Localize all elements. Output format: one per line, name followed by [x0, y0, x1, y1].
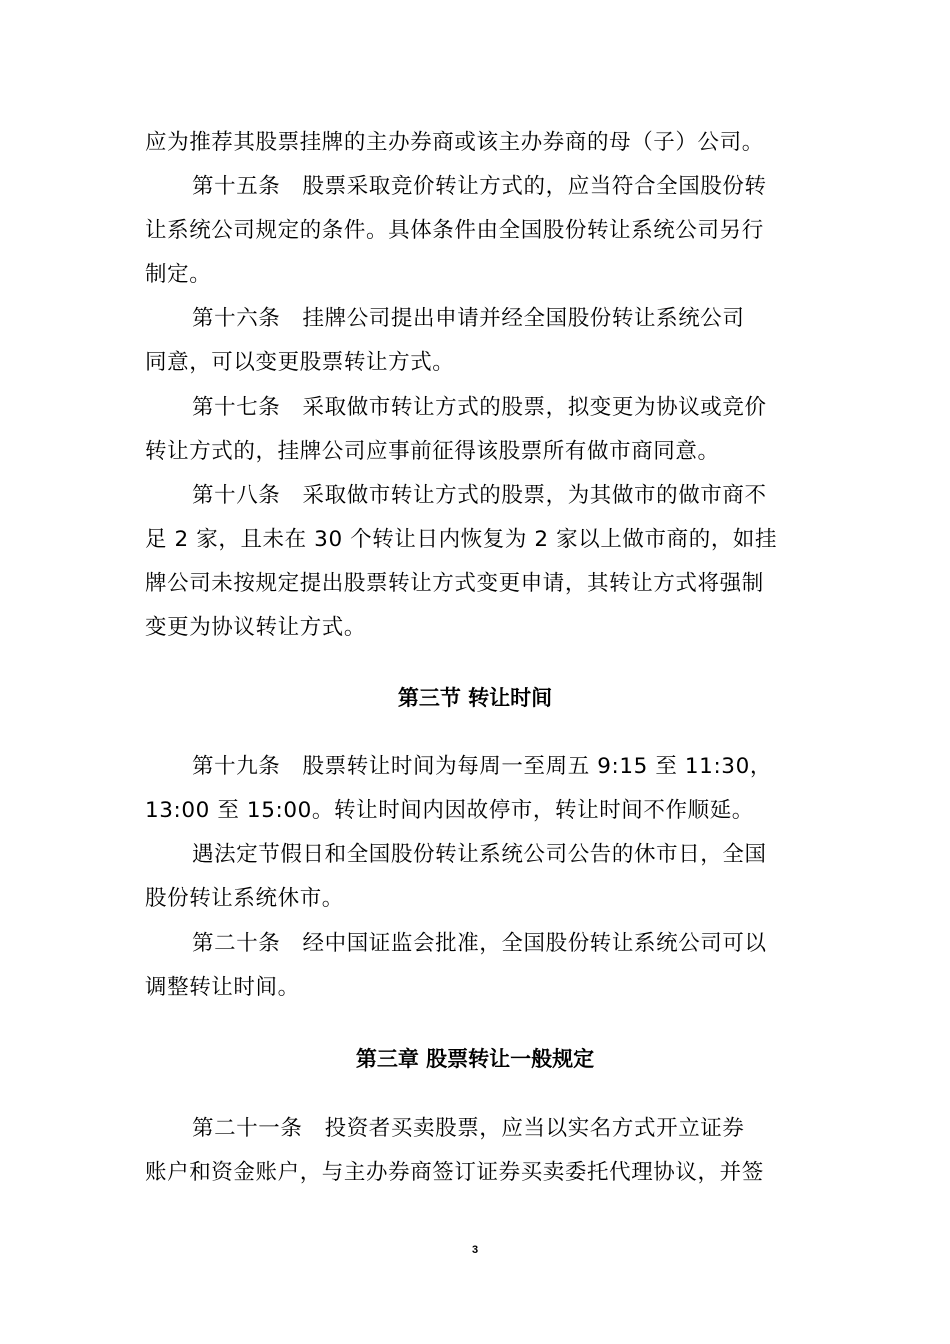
text-line: 转让方式的，挂牌公司应事前征得该股票所有做市商同意。	[145, 439, 720, 464]
text-line: 变更为协议转让方式。	[145, 615, 367, 640]
article-18: 第十八条 采取做市转让方式的股票，为其做市的做市商不	[192, 483, 767, 508]
article-19: 第十九条 股票转让时间为每周一至周五 9:15 至 11:30，	[192, 754, 772, 779]
text-line: 股份转让系统休市。	[145, 886, 344, 911]
article-15: 第十五条 股票采取竞价转让方式的，应当符合全国股份转	[192, 174, 767, 199]
text-line: 13:00 至 15:00。转让时间内因故停市，转让时间不作顺延。	[145, 798, 754, 823]
chapter-heading: 第三章 股票转让一般规定	[355, 1047, 595, 1071]
section-heading: 第三节 转让时间	[397, 686, 553, 710]
text-line: 遇法定节假日和全国股份转让系统公司公告的休市日，全国	[192, 842, 767, 867]
article-21: 第二十一条 投资者买卖股票，应当以实名方式开立证券	[192, 1116, 745, 1141]
text-line: 制定。	[145, 262, 212, 287]
article-20: 第二十条 经中国证监会批准，全国股份转让系统公司可以	[192, 931, 767, 956]
text-line: 同意，可以变更股票转让方式。	[145, 350, 455, 375]
article-16: 第十六条 挂牌公司提出申请并经全国股份转让系统公司	[192, 306, 745, 331]
article-17: 第十七条 采取做市转让方式的股票，拟变更为协议或竞价	[192, 395, 767, 420]
text-line: 账户和资金账户，与主办券商签订证券买卖委托代理协议，并签	[145, 1160, 764, 1185]
text-line: 让系统公司规定的条件。具体条件由全国股份转让系统公司另行	[145, 218, 764, 243]
text-line: 调整转让时间。	[145, 975, 300, 1000]
page-number: 3	[471, 1244, 479, 1256]
text-line: 应为推荐其股票挂牌的主办券商或该主办券商的母（子）公司。	[145, 130, 764, 155]
text-line: 足 2 家，且未在 30 个转让日内恢复为 2 家以上做市商的，如挂	[145, 527, 778, 552]
text-line: 牌公司未按规定提出股票转让方式变更申请，其转让方式将强制	[145, 571, 764, 596]
